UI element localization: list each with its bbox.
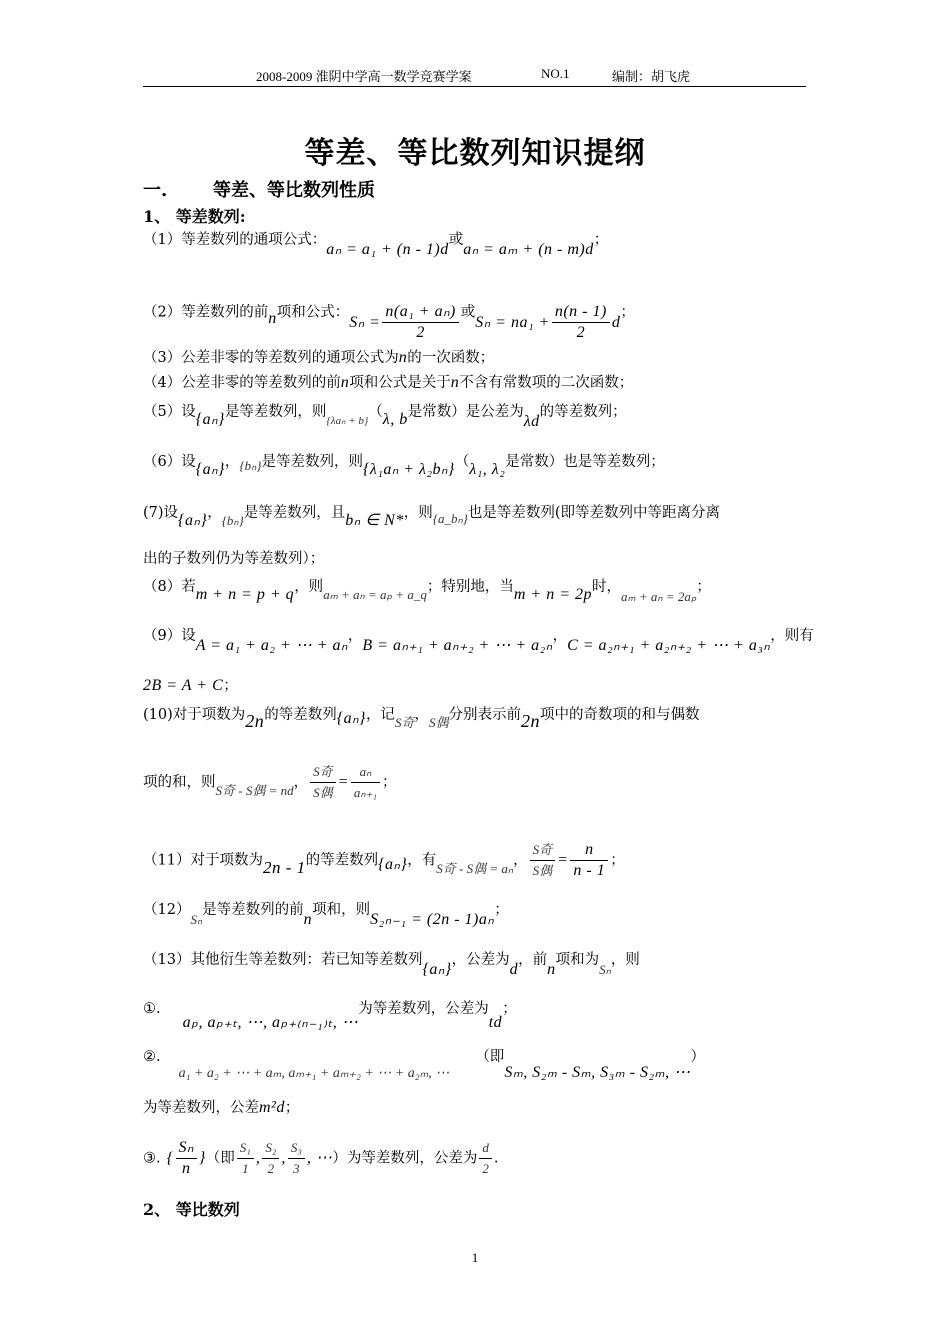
var-n: n — [268, 309, 277, 327]
corollary-2-paren-close: ） — [690, 1049, 705, 1065]
formula-am-an-ap-aq: aₘ + aₙ = aₚ + a_q — [323, 587, 427, 602]
item-5 — [143, 402, 627, 430]
formula-odd-minus-even: S奇 - S偶 = aₙ — [436, 860, 514, 876]
fraction-numerator: n(n - 1) — [552, 302, 610, 323]
comma: , — [281, 1149, 286, 1167]
item-4-text3: 不含有常数项的二次函数； — [459, 375, 634, 391]
item-6-text3: 是常数）也是等差数列； — [505, 454, 665, 470]
fraction-denominator: 2 — [576, 324, 586, 341]
fraction-denominator: S偶 — [313, 785, 333, 800]
sum-odd: S奇 — [394, 715, 415, 730]
header-number: NO.1 — [541, 66, 570, 81]
formula-subsequence: aₚ, aₚ₊ₜ, ⋯, aₚ₊₍ₙ₋₁₎ₜ, ⋯ — [182, 1014, 359, 1031]
formula-bn-in-n: bₙ ∈ N* — [345, 512, 404, 529]
formula-sum-lhs: Sₙ = — [349, 313, 381, 331]
item-5-paren: （ — [368, 404, 383, 420]
item-2 — [143, 292, 635, 341]
item-8-text3: ；特别地，当 — [426, 579, 514, 595]
corollary-2 — [143, 1047, 705, 1081]
formula-linear-combination: {λ₁aₙ + λ₂bₙ} — [362, 461, 455, 478]
sequence-an: {aₙ} — [195, 411, 225, 428]
formula-A: A = a₁ + a₂ + ⋯ + aₙ — [195, 637, 348, 654]
corollary-1-text: 为等差数列，公差为 — [358, 1001, 489, 1017]
corollary-3-end: . — [493, 1150, 499, 1167]
item-10-continued — [143, 762, 396, 803]
item-12 — [143, 900, 509, 928]
item-2-text: （2）等差数列的前 — [143, 304, 269, 321]
fraction-numerator: Sₙ — [176, 1138, 197, 1159]
item-1-or: 或 — [448, 232, 464, 248]
formula-block-sums: a₁ + a₂ + ⋯ + aₘ, aₘ₊₁ + aₘ₊₂ + ⋯ + a₂ₘ, ⋯ — [178, 1066, 450, 1081]
corollary-marker: ③. — [143, 1150, 161, 1167]
item-7-continued: 出的子数列仍为等差数列）； — [143, 551, 325, 567]
formula-s2n-1: S₂ₙ₋₁ = (2n - 1)aₙ — [370, 911, 495, 928]
item-13-text3: ，前 — [518, 952, 548, 968]
fraction-denominator: n — [181, 1160, 191, 1177]
item-3-text: （3）公差非零的等差数列的通项公式为 — [143, 350, 399, 366]
fraction-an-over-an1 — [351, 762, 380, 803]
header-author: 编制：胡飞虎 — [612, 69, 691, 84]
item-6-text2: 是等差数列，则 — [261, 454, 363, 470]
item-1-text: （1）等差数列的通项公式： — [143, 232, 327, 248]
item-10-text6: 项的和，则 — [143, 774, 216, 791]
item-7-text: (7)设 — [143, 505, 179, 521]
formula-partial-sums: Sₘ, S₂ₘ - Sₘ, S₃ₘ - S₂ₘ, ⋯ — [504, 1064, 691, 1081]
item-9-continued — [143, 676, 238, 696]
item-9 — [143, 626, 814, 654]
fraction-denominator: 3 — [293, 1161, 300, 1176]
fraction-sn-over-n — [176, 1138, 197, 1179]
equals: = — [337, 773, 349, 791]
item-6-comma: ， — [224, 454, 240, 470]
corollary-1-end: ； — [502, 1001, 517, 1017]
var-n: n — [398, 349, 408, 366]
item-13-text2: ，公差为 — [451, 952, 510, 968]
formula-2n: 2n — [520, 711, 540, 731]
formula-2n: 2n — [245, 711, 265, 731]
item-2-or: 或 — [460, 304, 476, 321]
item-6-paren: （ — [454, 454, 470, 470]
sequence-an: {aₙ} — [178, 512, 208, 529]
sequence-an: {aₙ} — [422, 961, 452, 978]
sequence-a-bn: {a_bₙ} — [432, 511, 468, 526]
fraction-numerator: S₂ — [262, 1138, 279, 1159]
item-12-text3: 项和，则 — [312, 902, 371, 918]
document-title: 等差、等比数列知识提纲 — [304, 136, 646, 171]
fraction-numerator: S₃ — [288, 1138, 305, 1159]
var-d: d — [611, 313, 621, 331]
item-8-end: ； — [696, 579, 711, 595]
item-9-text: （9）设 — [143, 628, 196, 644]
page-number: 1 — [471, 1250, 479, 1265]
header-left: 2008-2009 淮阴中学高一数学竞赛学案 — [256, 69, 472, 84]
item-10-text3: ，记 — [365, 707, 395, 723]
sum-even: S偶 — [428, 715, 449, 730]
subsection-arithmetic: 1、 等差数列: — [143, 207, 246, 226]
item-10-comma: ， — [414, 707, 429, 723]
formula-lambda-d: λd — [523, 413, 540, 430]
sequence-an: {aₙ} — [195, 461, 225, 478]
fraction-numerator: S奇 — [530, 840, 556, 861]
fraction-sum-1 — [382, 302, 458, 343]
item-5-text4: 的等差数列； — [539, 404, 627, 420]
formula-B: B = aₙ₊₁ + aₙ₊₂ + ⋯ + a₂ₙ — [362, 637, 553, 654]
corollary-2-paren: （即 — [475, 1049, 505, 1065]
item-9-comma: ， — [552, 628, 568, 644]
item-4-text: （4）公差非零的等差数列的前 — [143, 375, 341, 391]
formula-general-term-1: aₙ = a₁ + (n - 1)d — [326, 241, 449, 258]
equals: = — [557, 851, 569, 869]
comma: , — [255, 1149, 261, 1167]
corollary-2-text: 为等差数列，公差 — [143, 1100, 259, 1116]
var-n: n — [450, 374, 460, 391]
item-11-end: ； — [610, 852, 625, 869]
item-8-text: （8）若 — [143, 579, 196, 595]
corollary-2-continued — [143, 1098, 299, 1118]
formula-lambda-an-b: {λaₙ + b} — [326, 415, 369, 427]
item-8 — [143, 577, 711, 604]
brace-right: } — [198, 1149, 206, 1167]
item-8-text4: 时， — [592, 579, 622, 595]
item-10-text2: 的等差数列 — [264, 707, 337, 723]
item-12-text2: 是等差数列的前 — [202, 902, 304, 918]
fraction-numerator: n(a₁ + aₙ) — [382, 302, 458, 323]
ellipsis: , ⋯ — [306, 1149, 333, 1167]
item-11-comma: ， — [513, 852, 528, 869]
fraction-numerator: S₁ — [237, 1138, 254, 1159]
item-7 — [143, 503, 721, 529]
formula-C: C = a₂ₙ₊₁ + a₂ₙ₊₂ + ⋯ + a₃ₙ — [567, 637, 771, 654]
sum-sn: Sₙ — [599, 962, 611, 977]
fraction-n-over-n1 — [570, 840, 608, 881]
item-2-text2: 项和公式： — [276, 304, 350, 321]
formula-odd-minus-even: S奇 - S偶 = nd — [215, 782, 294, 798]
fraction-denominator: n - 1 — [573, 862, 606, 879]
item-4-text2: 项和公式是关于 — [349, 375, 451, 391]
item-5-text2: 是等差数列，则 — [224, 404, 327, 420]
item-11-text2: 的等差数列 — [305, 852, 379, 869]
item-2-end: ； — [620, 304, 635, 321]
item-13 — [143, 950, 640, 978]
formula-lambda-b: λ, b — [382, 411, 408, 428]
item-5-text3: 是常数）是公差为 — [407, 404, 524, 420]
item-13-text4: 项和为 — [555, 952, 600, 968]
formula-am-an-2ap: aₘ + aₙ = 2aₚ — [621, 589, 697, 604]
corollary-3 — [143, 1138, 499, 1179]
sum-sn: Sₙ — [190, 912, 203, 927]
var-n: n — [303, 911, 313, 928]
var-n: n — [340, 374, 350, 391]
sequence-bn: {bₙ} — [221, 513, 244, 528]
item-4 — [143, 373, 633, 393]
item-10-text4: 分别表示前 — [448, 707, 521, 723]
corollary-3-text: ）为等差数列，公差为 — [332, 1150, 478, 1167]
formula-m-n-p-q: m + n = p + q — [195, 586, 295, 603]
item-12-end: ； — [494, 902, 509, 918]
formula-m2d: m²d — [259, 1099, 285, 1116]
item-10-text: (10)对于项数为 — [143, 707, 246, 723]
brace-left: { — [166, 1149, 174, 1167]
fraction-d-over-2 — [479, 1138, 492, 1179]
section-number: 一. — [143, 180, 168, 201]
fraction-odd-over-even — [310, 762, 336, 803]
item-13-text5: ，则 — [610, 952, 640, 968]
fraction-numerator: d — [479, 1138, 492, 1159]
item-3 — [143, 348, 494, 368]
formula-m-n-2p: m + n = 2p — [513, 586, 593, 603]
fraction-denominator: 2 — [267, 1161, 275, 1176]
corollary-3-paren: （即 — [205, 1150, 235, 1167]
item-10-text5: 项中的奇数项的和与偶数 — [539, 707, 700, 723]
formula-sum-rhs: Sₙ = na₁ + — [475, 313, 550, 331]
item-13-text: （13）其他衍生等差数列：若已知等差数列 — [143, 952, 423, 968]
section-title: 等差、等比数列性质 — [213, 180, 375, 201]
sequence-bn: {bₙ} — [239, 458, 262, 473]
corollary-2-end: ； — [284, 1100, 300, 1116]
item-6-text: （6）设 — [143, 454, 196, 470]
section-heading-1 — [143, 176, 375, 202]
fraction-s2 — [262, 1138, 279, 1179]
fraction-denominator: 2 — [482, 1161, 489, 1176]
fraction-denominator: 2 — [416, 324, 425, 341]
fraction-denominator: 1 — [242, 1161, 249, 1176]
fraction-denominator: aₙ₊₁ — [353, 785, 377, 800]
formula-td: td — [488, 1014, 503, 1031]
item-10-comma: ， — [293, 774, 309, 791]
fraction-s1 — [237, 1138, 254, 1179]
item-10-end: ； — [381, 774, 397, 791]
item-8-text2: ，则 — [294, 579, 324, 595]
fraction-numerator: S奇 — [310, 762, 336, 783]
item-6 — [143, 452, 665, 478]
page-header — [0, 66, 950, 86]
fraction-numerator: aₙ — [351, 762, 380, 783]
fraction-odd-over-even — [530, 840, 556, 881]
sequence-an: {aₙ} — [336, 710, 366, 727]
formula-2n-1: 2n - 1 — [262, 857, 306, 877]
item-9-comma: ， — [347, 628, 363, 644]
item-3-text2: 的一次函数； — [407, 350, 495, 366]
item-11-text3: ，有 — [407, 852, 437, 869]
var-n: n — [547, 961, 556, 978]
subsection-geometric: 2、 等比数列 — [143, 1200, 240, 1219]
item-7-text3: ，则 — [403, 505, 433, 521]
item-11-text: （11）对于项数为 — [143, 852, 263, 869]
fraction-numerator: n — [570, 840, 608, 861]
item-1-end: ； — [593, 232, 609, 248]
var-d: d — [509, 961, 519, 978]
fraction-sum-2 — [552, 302, 610, 343]
corollary-1 — [143, 999, 517, 1031]
formula-lambdas: λ₁, λ₂ — [469, 461, 506, 478]
item-9-text2: ，则有 — [770, 628, 814, 644]
corollary-marker: ②. — [143, 1049, 161, 1065]
item-7-text4: 也是等差数列(即等差数列中等距离分离 — [467, 505, 721, 521]
sequence-an: {aₙ} — [378, 855, 408, 873]
item-12-text: （12） — [143, 902, 191, 918]
formula-2B-A-C: 2B = A + C — [143, 677, 224, 694]
item-11 — [143, 840, 625, 881]
item-5-text: （5）设 — [143, 404, 196, 420]
item-10 — [143, 703, 700, 731]
item-7-comma: ， — [207, 505, 222, 521]
formula-general-term-2: aₙ = aₘ + (n - m)d — [463, 241, 594, 258]
item-9-end: ； — [223, 678, 238, 694]
item-1 — [143, 230, 609, 258]
corollary-marker: ①. — [143, 1001, 161, 1017]
fraction-denominator: S偶 — [532, 863, 553, 878]
header-rule — [143, 86, 806, 87]
item-7-text2: 是等差数列，且 — [243, 505, 346, 521]
fraction-s3 — [288, 1138, 305, 1179]
